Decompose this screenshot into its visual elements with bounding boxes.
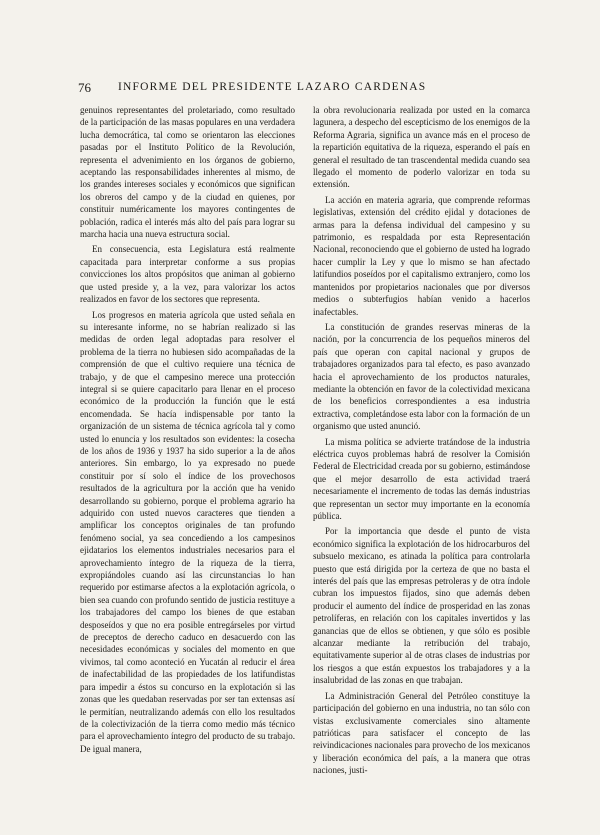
paragraph: La acción en materia agraria, que comprende reformas legislativas, extensión del crédito ejidal y dotaciones de armas para la defensa individual del campesino y su patrimonio, es respaldada por esta Representación Nacional, reconociendo que el gobierno de usted ha logrado hacer cumplir la Ley y que lo mismo se han afectado latifundios poseídos por el capitalismo extranjero, como los mantenidos por propietarios nacionales que por diversos medios o subterfugios habían venido a hacerlos inafectables.: [313, 194, 530, 317]
paragraph: En consecuencia, esta Legislatura está realmente capacitada para interpretar conforme a sus propias convicciones los altos propósitos que animan al gobierno que usted preside y, a la vez, para valorizar los actos realizados en favor de los sectores que representa.: [80, 244, 295, 305]
paragraph: La Administración General del Petróleo constituye la participación del gobierno en una industria, no tan sólo con vistas exclusivamente comerciales sino altamente patrióticas para satisfacer el concepto de las reivindicaciones nacionales para provecho de los mexicanos y liberación económica del país, a la manera que otras naciones, justi-: [313, 690, 530, 776]
running-head: INFORME DEL PRESIDENTE LAZARO CARDENAS: [118, 81, 427, 93]
page-number: 76: [78, 80, 91, 95]
paragraph: Los progresos en materia agrícola que usted señala en su interesante informe, no se habrían realizado si las medidas de orden legal adoptadas para resolver el problema de la tierra no hubiesen sido acompañadas de la comprensión de que el cultivo requiere una técnica de trabajo, y de que el campesino merece una protección integral si se quiere capacitarlo para llenar en el proceso económico de la producción la función que le está encomendada. Se hacía indispensable por tanto la organización de un sistema de técnica agrícola tal y como usted lo enuncia y los resultados son evidentes: la cosecha de los años de 1936 y 1937 ha sido superior a la de años anteriores. Sin embargo, lo ya expresado no puede constituir por sí solo el índice de los provechosos resultados de la agricultura por la acción que ha venido desarrollando su gobierno, porque el problema agrario ha adquirido con usted nuevos caracteres que tienden a amplificar los conceptos originales de tan profundo fenómeno social, ya sea concediendo a los campesinos ejidatarios los elementos industriales necesarios para el aprovechamiento íntegro de la riqueza de la tierra, expropiándoles cuando así las circunstancias lo han requerido por estimarse afectos a la explotación agrícola, o bien sea cuando con profundo sentido de justicia restituye a los trabajadores del campo los bienes de que estaban desposeídos y que no era posible entregárseles por virtud de preceptos de derecho caduco en desacuerdo con las necesidades económicas y sociales del momento en que vivimos, tal como aconteció en Yucatán al reducir el área de inafectabilidad de las propiedades de los latifundistas para impedir a éstos su concurso en la explotación si las zonas que les quedaban reservadas por ser tan extensas así le permitían, neutralizando además con ello los resultados de la colectivización de la tierra como medio más técnico para el aprovechamiento íntegro del producto de su trabajo. De igual manera,: [80, 309, 295, 754]
paragraph: Por la importancia que desde el punto de vista económico significa la explotación de los hidrocarburos del subsuelo mexicano, es atinada la política para controlarla puesto que está dirigida por la certeza de que no basta el interés del país que las empresas petroleras y de otra índole cubran los impuestos fijados, sino que además deben producir el aumento del índice de prosperidad en las zonas petrolíferas, en relación con los capitales invertidos y las ganancias que de ellos se obtienen, y que sólo es posible alcanzar mediante la retribución del trabajo, equitativamente superior al de otras clases de industrias por los riesgos a que están expuestos los trabajadores y a la insalubridad de las zonas en que trabajan.: [313, 526, 530, 686]
left-column: [80, 104, 295, 814]
page-header: [78, 80, 538, 98]
paragraph: La misma política se advierte tratándose de la industria eléctrica cuyos problemas habrá de resolver la Comisión Federal de Electricidad creada por su gobierno, estimándose que el mejor desarrollo de esta actividad traerá necesariamente el incremento de todas las demás industrias que representan un sector muy importante en la economía pública.: [313, 436, 530, 521]
right-column: [313, 104, 530, 814]
paragraph: la obra revolucionaria realizada por usted en la comarca lagunera, a despecho del escepticismo de los enemigos de la Reforma Agraria, significa un avance más en el proceso de la repartición equitativa de la riqueza, esperando el país en general el resultado de tan trascendental medida cuando sea llegado el momento de poderlo valorizar en toda su extensión.: [313, 105, 530, 190]
paragraph: La constitución de grandes reservas mineras de la nación, por la concurrencia de los pequeños mineros del país que operan con capital nacional y grupos de trabajadores organizados para tal efecto, es paso avanzado hacia el aprovechamiento de los productos naturales, mediante la obtención en favor de la colectividad mexicana de los beneficios correspondientes a esa industria extractiva, completándose esta labor con la formación de un organismo que usted anunció.: [313, 321, 530, 432]
paragraph: genuinos representantes del proletariado, como resultado de la participación de las masas populares en una verdadera lucha democrática, tal como se orientaron las elecciones pasadas por el Instituto Político de la Revolución, representa el advenimiento en los órganos de gobierno, aceptando las responsabilidades inherentes al mismo, de los grandes intereses sociales y económicos que significan los obreros del campo y de la ciudad en quienes, por constituir numéricamente los mayores contingentes de población, radica el interés más alto del país para lograr su marcha hacia una nueva estructura social.: [80, 105, 295, 240]
